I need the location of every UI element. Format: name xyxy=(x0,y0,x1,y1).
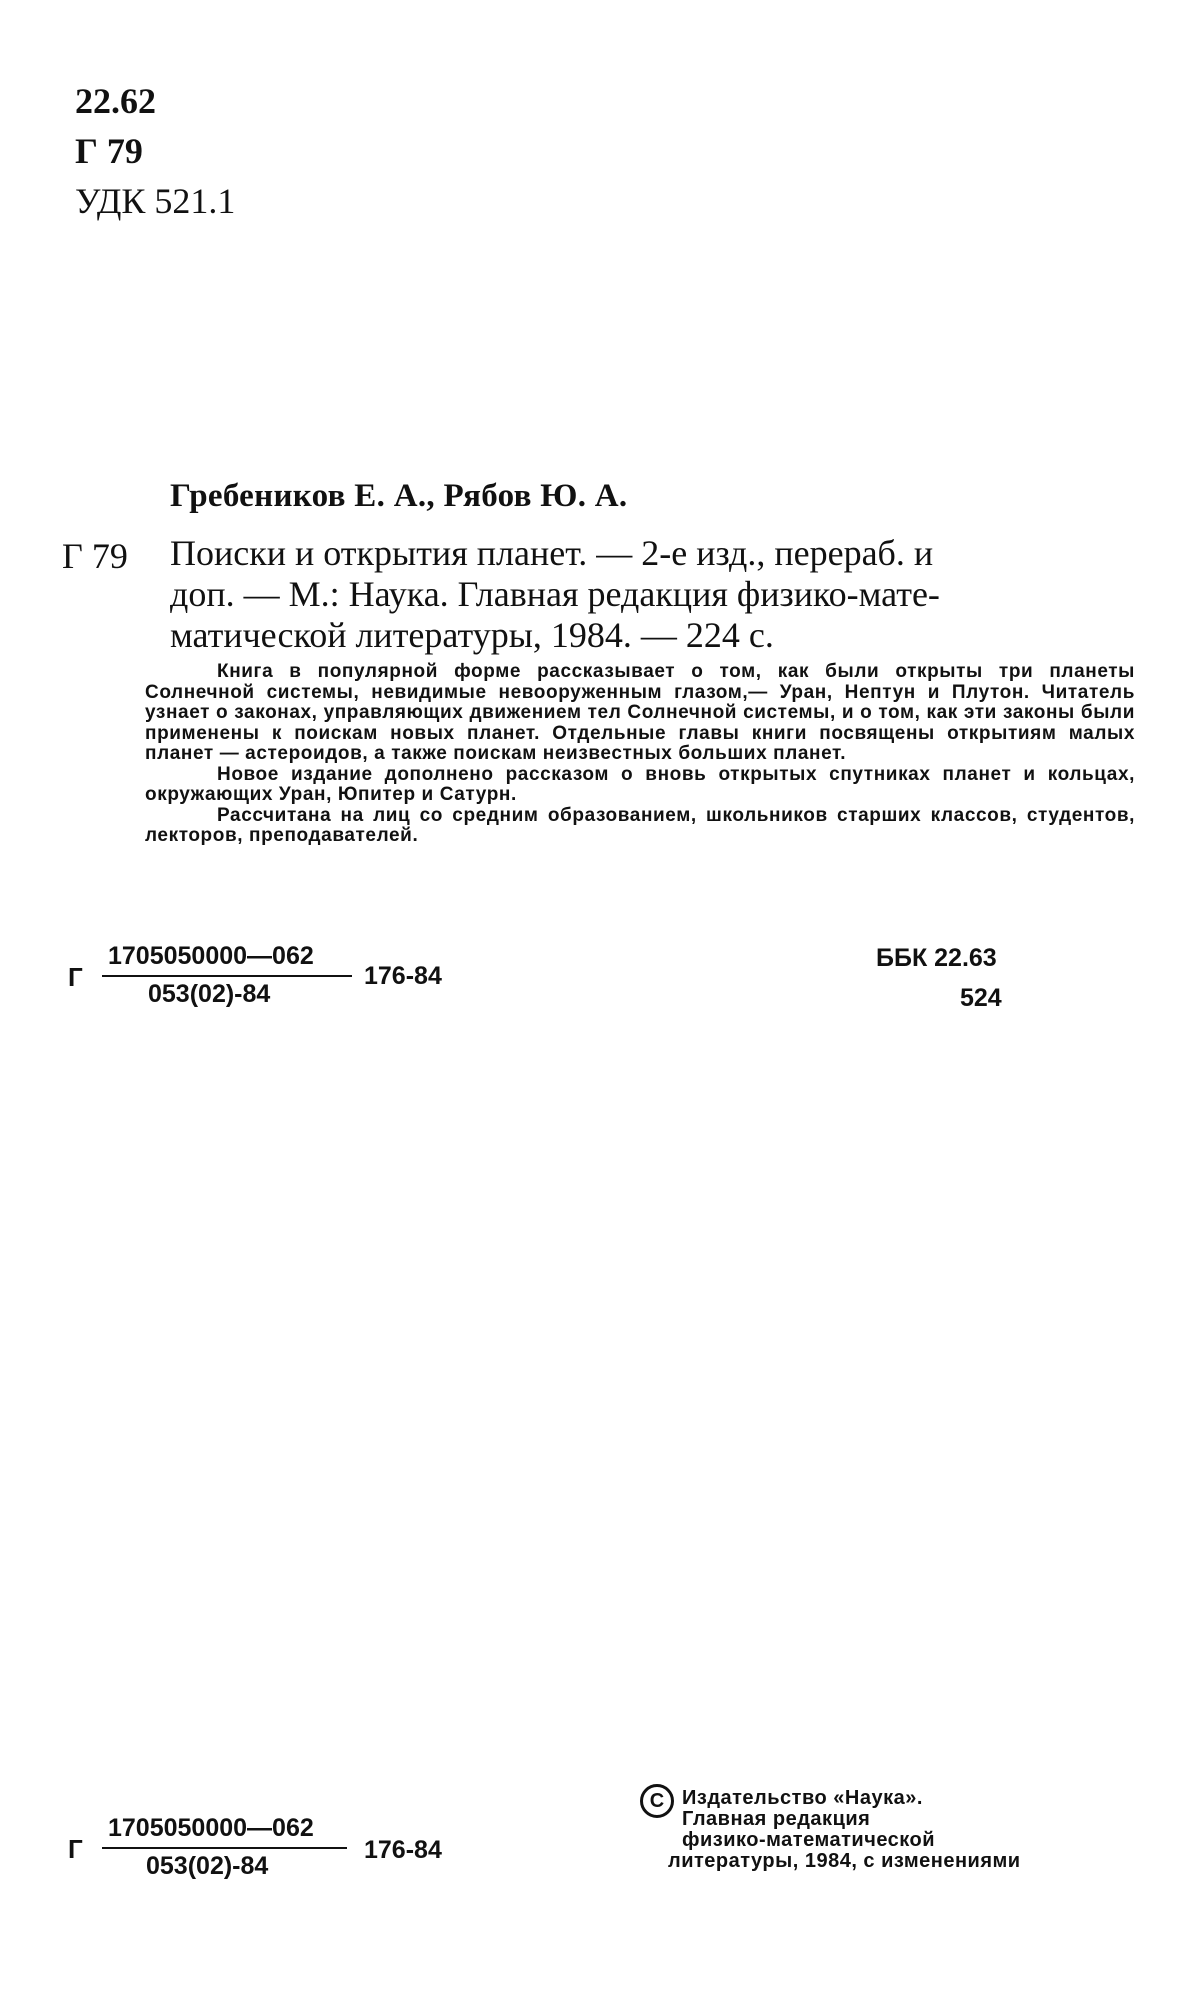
authors: Гребеников Е. А., Рябов Ю. А. xyxy=(170,478,628,514)
fraction-suffix: 176-84 xyxy=(364,1836,442,1864)
copyright-symbol: C xyxy=(640,1784,674,1818)
annotation-paragraph: Рассчитана на лиц со средним образованием, школьников старших классов, студентов, лекторов, преподавателей. xyxy=(145,804,1135,846)
fraction-bar xyxy=(102,1847,347,1849)
udk-code: УДК 521.1 xyxy=(75,181,236,221)
entry-code: Г 79 xyxy=(62,536,128,576)
copyright-line: физико-математической xyxy=(682,1829,936,1851)
annotation-paragraph: Новое издание дополнено рассказом о вновь открытых спутниках планет и кольцах, окружающих Уран, Юпитер и Сатурн. xyxy=(145,763,1135,805)
copyright-line: литературы, 1984, с изменениями xyxy=(668,1850,1021,1872)
copyright-line: Издательство «Наука». xyxy=(682,1787,923,1809)
copyright-notice xyxy=(668,1788,1148,1872)
bibliographic-entry xyxy=(170,533,1132,656)
fraction-bar xyxy=(102,975,352,977)
fraction-denominator: 053(02)-84 xyxy=(148,980,271,1008)
fraction-numerator: 1705050000—062 xyxy=(108,942,314,970)
bbk-sub: 524 xyxy=(960,984,1002,1012)
author-mark: Г 79 xyxy=(75,131,143,171)
entry-line: доп. — М.: Наука. Главная редакция физико-мате- xyxy=(170,574,940,614)
fraction-denominator: 053(02)-84 xyxy=(146,1852,269,1880)
annotation-paragraph: Книга в популярной форме рассказывает о том, как были открыты три планеты Солнечной системы, невидимые невооруженным глазом,— Уран, Нептун и Плутон. Читатель узнает о законах, управляющих движением тел Солнечной системы, и о том, как эти законы были применены к поискам новых планет. Отдельные главы книги посвящены открытиям малых планет — астероидов, а также поискам неизвестных больших планет. xyxy=(145,661,1135,764)
annotation xyxy=(145,662,1135,847)
entry-line: Поиски и открытия планет. — 2-е изд., перераб. и xyxy=(170,533,934,573)
fraction-suffix: 176-84 xyxy=(364,962,442,990)
fraction-letter: Г xyxy=(68,1834,83,1864)
bbk-label: ББК 22.63 xyxy=(876,944,997,972)
entry-line: матической литературы, 1984. — 224 с. xyxy=(170,615,774,655)
fraction-numerator: 1705050000—062 xyxy=(108,1814,314,1842)
fraction-letter: Г xyxy=(68,962,83,992)
copyright-line: Главная редакция xyxy=(682,1808,871,1830)
bbk-index: 22.62 xyxy=(75,81,156,121)
